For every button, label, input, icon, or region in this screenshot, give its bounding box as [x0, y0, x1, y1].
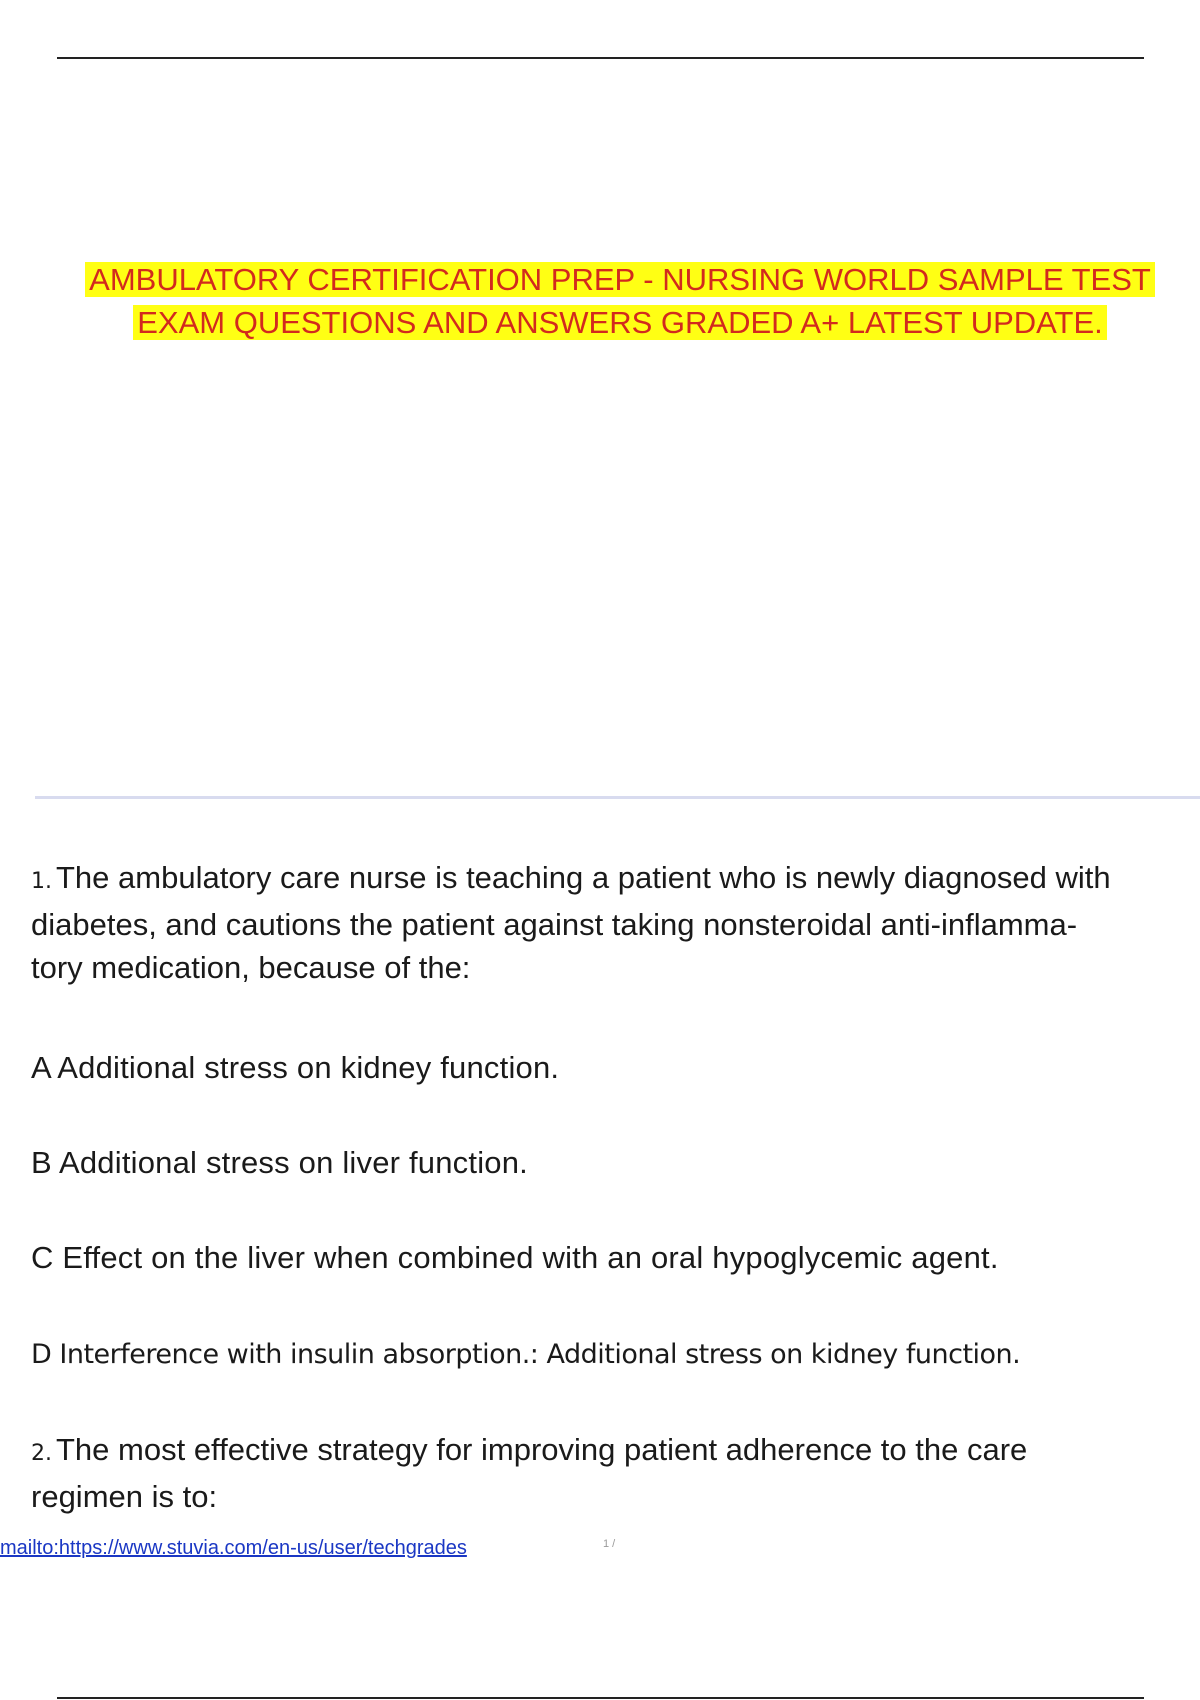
question-2-text-line-1: The most effective strategy for improving patient adherence to the care — [56, 1432, 1028, 1467]
title-line-1: AMBULATORY CERTIFICATION PREP - NURSING WORLD SAMPLE TEST — [85, 262, 1155, 297]
header-rule — [57, 57, 1144, 59]
question-1-text-line-2: diabetes, and cautions the patient against taking nonsteroidal anti-inflamma- — [31, 907, 1078, 942]
question-1 — [31, 856, 1200, 989]
title-line-2: EXAM QUESTIONS AND ANSWERS GRADED A+ LATEST UPDATE. — [133, 305, 1107, 340]
page-number: 1 / — [603, 1538, 616, 1550]
question-1-number: 1. — [31, 869, 52, 894]
question-1-option-a: A Additional stress on kidney function. — [31, 1050, 560, 1085]
question-2-number: 2. — [31, 1441, 52, 1466]
document-title — [40, 258, 1200, 344]
section-divider — [35, 796, 1200, 799]
question-1-option-d-answer: D Interference with insulin absorption.: Additional stress on kidney function. — [31, 1339, 1021, 1370]
question-1-text-line-1: The ambulatory care nurse is teaching a patient who is newly diagnosed with — [56, 860, 1111, 895]
question-2-text-line-2: regimen is to: — [31, 1479, 218, 1514]
question-1-option-b: B Additional stress on liver function. — [31, 1145, 528, 1180]
question-2 — [31, 1428, 1200, 1518]
question-1-option-c: C Effect on the liver when combined with an oral hypoglycemic agent. — [31, 1240, 999, 1275]
question-1-text-line-3: tory medication, because of the: — [31, 950, 471, 985]
footer-rule — [57, 1697, 1144, 1699]
footer-stuvia-link[interactable]: mailto:https://www.stuvia.com/en-us/user/techgrades — [0, 1537, 467, 1559]
